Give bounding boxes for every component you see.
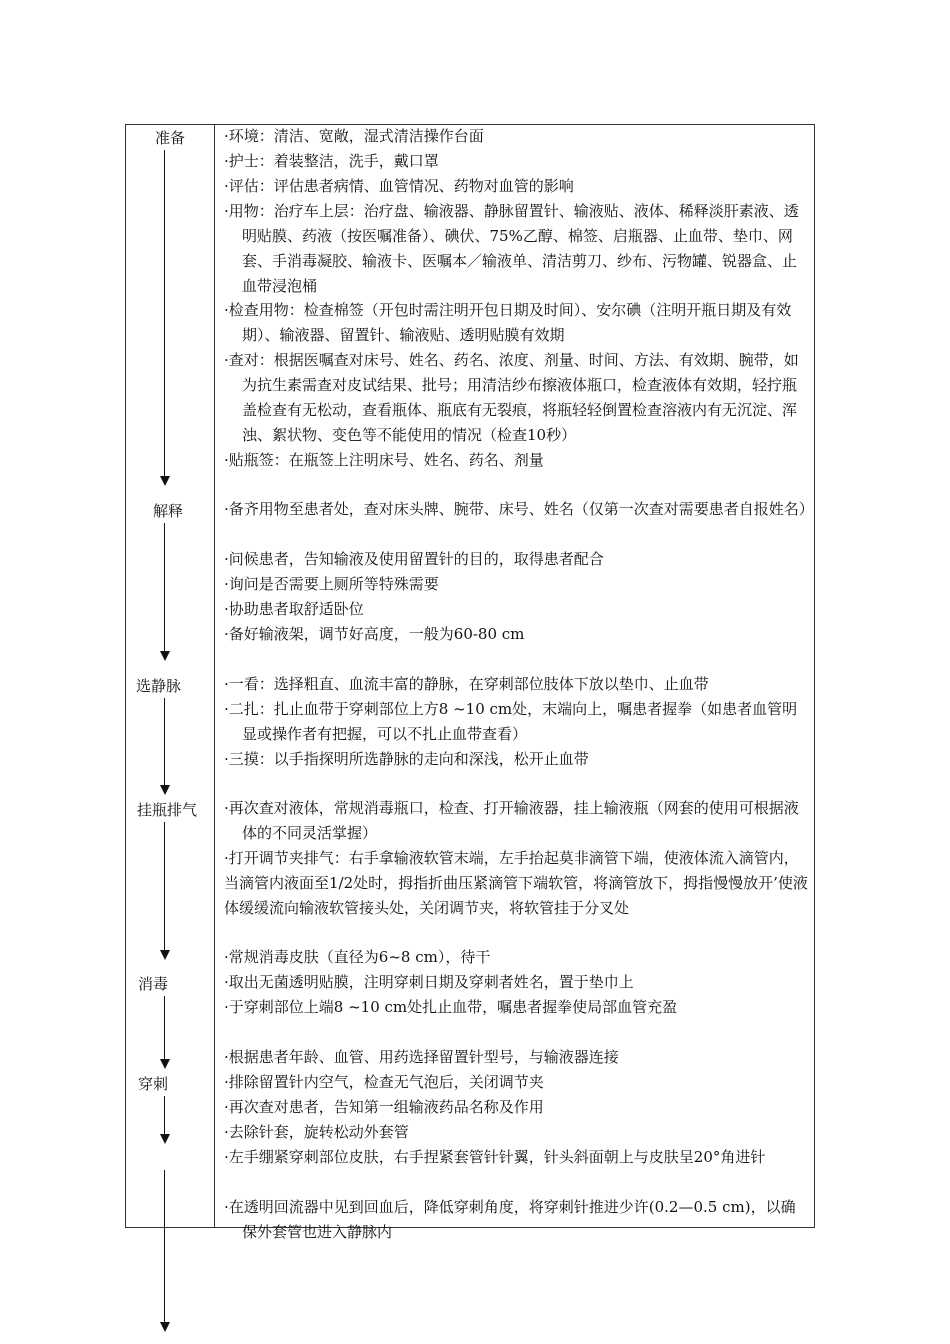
vein-item-look: ·一看：选择粗直、血流丰富的静脉，在穿刺部位肢体下放以垫巾、止血带 [224,675,709,693]
vein-item-touch: ·三摸：以手指探明所选静脉的走向和深浅，松开止血带 [224,750,589,768]
step-label-explain: 解释 [153,502,184,520]
puncture-item-air: ·排除留置针内空气，检查无气泡后，关闭调节夹 [224,1073,544,1091]
prep-item-check-supplies: ·检查用物：检查棉签（开包时需注明开包日期及时间）、安尔碘（注明开瓶日期及有效期）、输液器、留置针、输液贴、透明贴膜有效期 [224,301,792,344]
step-label-puncture: 穿刺 [138,1075,169,1093]
prep-item-environment: ·环境：清洁、宽敞，湿式清洁操作台面 [224,127,484,145]
hang-item-prime: ·打开调节夹排气：右手拿输液软管末端，左手抬起莫非滴管下端，使液体流入滴管内，当滴管内液面至1/2处时，拇指折曲压紧滴管下端软管，将滴管放下，拇指慢慢放开’使液体缓缓流向输液软管接头处，关闭调节夹，将软管挂于分叉处 [224,849,808,917]
flow-arrow-head [160,785,170,795]
flow-arrow-head [160,1059,170,1069]
disinfect-item-film: ·取出无菌透明贴膜，注明穿刺日期及穿刺者姓名，置于垫巾上 [224,973,634,991]
flow-arrow-line [164,698,165,785]
vein-item-tie: ·二扎：扎止血带于穿刺部位上方8 ~10 cm处，末端向上，嘱患者握拳（如患者血管明显或操作者有把握，可以不扎止血带查看） [224,700,798,743]
step-label-hang: 挂瓶排气 [137,801,198,819]
explain-item-iv-stand: ·备好输液架，调节好高度，一般为60-80 cm [224,625,525,643]
explain-item-position: ·协助患者取舒适卧位 [224,600,364,618]
flow-arrow-line [164,996,165,1059]
disinfect-item-skin: ·常规消毒皮肤（直径为6~8 cm），待干 [224,948,491,966]
puncture-item-cap: ·去除针套，旋转松动外套管 [224,1123,409,1141]
explain-item-greet: ·问候患者，告知输液及使用留置针的目的，取得患者配合 [224,550,604,568]
column-divider [214,124,215,1228]
prep-item-nurse: ·护士：着装整洁，洗手，戴口罩 [224,152,439,170]
flow-arrow-head [160,651,170,661]
puncture-item-advance: ·在透明回流器中见到回血后，降低穿刺角度，将穿刺针推进少许(0.2—0.5 cm)，以确保外套管也进入静脉内 [224,1198,796,1241]
flow-arrow-line [164,1096,165,1134]
disinfect-item-tourniquet: ·于穿刺部位上端8 ~10 cm处扎止血带，嘱患者握拳使局部血管充盈 [224,998,678,1016]
flow-arrow-line [164,1170,165,1322]
step-label-prep: 准备 [155,129,186,147]
flow-arrow-line [164,523,165,651]
puncture-item-insert: ·左手绷紧穿刺部位皮肤，右手捏紧套管针针翼，针头斜面朝上与皮肤呈20°角进针 [224,1148,766,1166]
explain-item-toilet: ·询问是否需要上厕所等特殊需要 [224,575,439,593]
prep-item-supplies: ·用物：治疗车上层：治疗盘、输液器、静脉留置针、输液贴、液体、稀释淡肝素液、透明贴膜、药液（按医嘱准备）、碘伏、75%乙醇、棉签、启瓶器、止血带、垫巾、网套、手消毒凝胶、输液卡、医嘱本／输液单、清洁剪刀、纱布、污物罐、锐器盒、止血带浸泡桶 [224,202,799,295]
flow-arrow-head [160,1322,170,1332]
flow-arrow-line [164,822,165,950]
explain-item-check-patient: ·备齐用物至患者处，查对床头牌、腕带、床号、姓名（仅第一次查对需要患者自报姓名） [224,500,814,518]
step-label-disinfect: 消毒 [138,975,169,993]
flow-arrow-head [160,1134,170,1144]
prep-item-assess: ·评估：评估患者病情、血管情况、药物对血管的影响 [224,177,574,195]
prep-item-verify: ·查对：根据医嘱查对床号、姓名、药名、浓度、剂量、时间、方法、有效期、腕带，如为抗生素需查对皮试结果、批号；用清洁纱布擦液体瓶口，检查液体有效期，轻拧瓶盖检查有无松动，查看瓶体、瓶底有无裂痕，将瓶轻轻倒置检查溶液内有无沉淀、浑浊、絮状物、变色等不能使用的情况（检查10秒） [224,351,799,444]
puncture-item-select: ·根据患者年龄、血管、用药选择留置针型号，与输液器连接 [224,1048,619,1066]
flow-arrow-line [164,150,165,476]
flow-arrow-head [160,476,170,486]
puncture-item-recheck: ·再次查对患者，告知第一组输液药品名称及作用 [224,1098,544,1116]
prep-item-label: ·贴瓶签：在瓶签上注明床号、姓名、药名、剂量 [224,451,544,469]
hang-item-bottle: ·再次查对液体，常规消毒瓶口，检查、打开输液器，挂上输液瓶（网套的使用可根据液体的不同灵活掌握） [224,799,799,842]
step-label-vein: 选静脉 [136,677,182,695]
flow-arrow-head [160,950,170,960]
